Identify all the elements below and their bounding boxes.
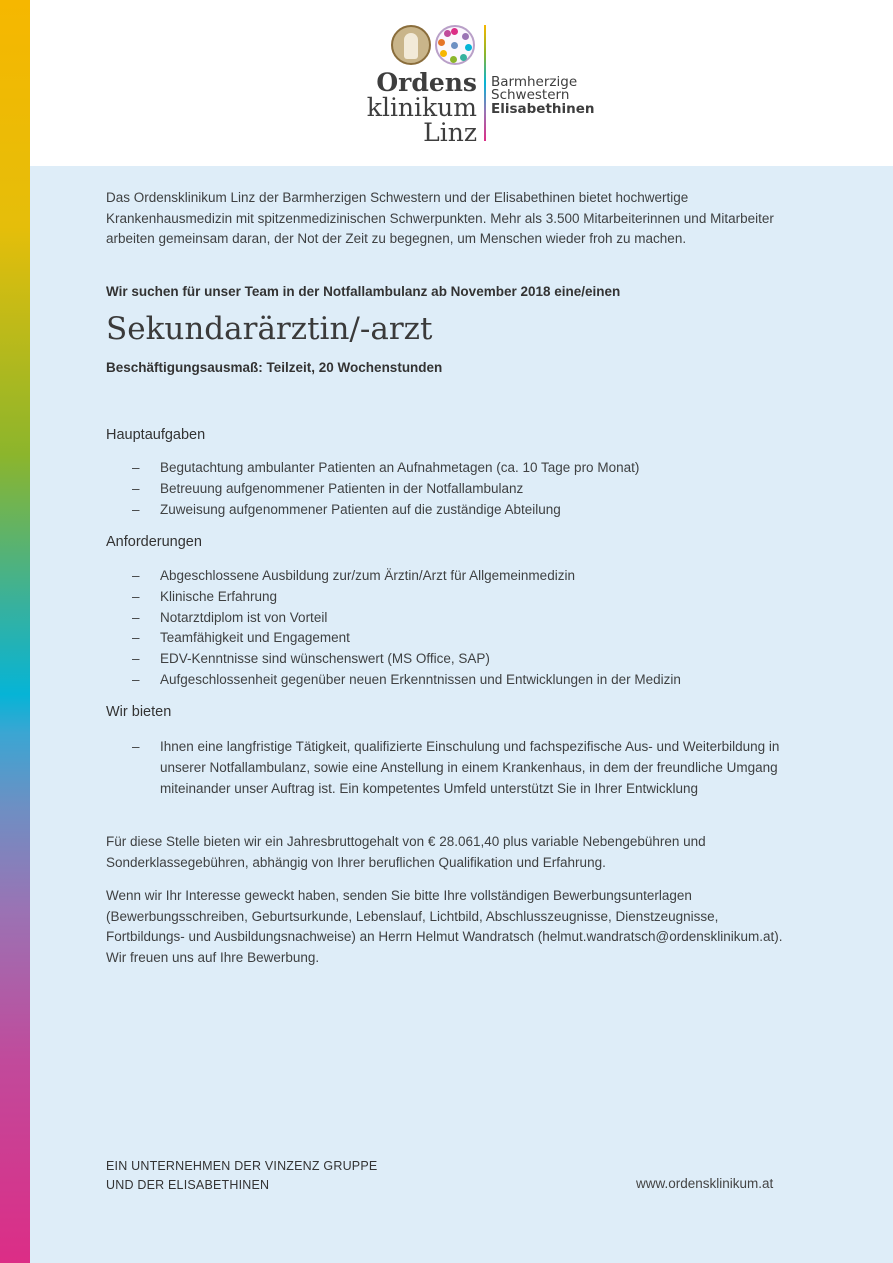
list-item: – Aufgeschlossenheit gegenüber neuen Erkenntnissen und Entwicklungen in der Medizin: [106, 670, 796, 691]
dash-bullet: –: [132, 501, 140, 517]
application-paragraph: Wenn wir Ihr Interesse geweckt haben, senden Sie bitte Ihre vollständigen Bewerbungsunterlagen (Bewerbungsschreiben, Geburtsurkunde, Lebenslauf, Lichtbild, Abschlusszeugnisse, Dienstzeugnisse, Fortbildungs- und Ausbildungsnachweise) an Herrn Helmut Wandratsch (helmut.wandratsch@ordensklinikum.at). Wir freuen uns auf Ihre Bewerbung.: [106, 888, 783, 966]
logo-word-linz: Linz: [423, 118, 477, 147]
dash-bullet: –: [132, 651, 140, 667]
logo-side-barmherzige: Barmherzige: [491, 74, 578, 90]
dash-bullet: –: [132, 460, 140, 475]
dash-bullet: –: [132, 630, 140, 646]
ordensklinikum-logo: [360, 22, 600, 147]
list-item: – Ihnen eine langfristige Tätigkeit, qualifizierte Einschulung und fachspezifische Aus- und Weiterbildung in unserer Notfallambulanz, sowie eine Anstellung in einem Krankenhaus, in dem der freundliche Umgang miteinander unser Auftrag ist. Ein kompetentes Umfeld unterstützt Sie in Ihrer Entwicklung: [132, 739, 780, 796]
dash-bullet: –: [132, 671, 140, 687]
dash-bullet: –: [132, 609, 140, 625]
employment-extent: Beschäftigungsausmaß: Teilzeit, 20 Wochenstunden: [106, 360, 443, 375]
list-item: – EDV-Kenntnisse sind wünschenswert (MS Office, SAP): [106, 649, 796, 670]
logo-divider: [484, 25, 486, 141]
circle-of-dots-emblem-icon: [435, 25, 475, 65]
list-item: – Teamfähigkeit und Engagement: [106, 628, 796, 649]
logo-side-schwestern: Schwestern: [491, 87, 570, 103]
footer-company: [106, 1157, 377, 1195]
dash-bullet: –: [132, 739, 140, 754]
list-item: – Begutachtung ambulanter Patienten an Aufnahmetagen (ca. 10 Tage pro Monat): [106, 458, 796, 479]
footer-line-1: EIN UNTERNEHMEN DER VINZENZ GRUPPE: [106, 1159, 378, 1173]
logo-word-klinikum: klinikum: [366, 93, 477, 122]
salary-paragraph: Für diese Stelle bieten wir ein Jahresbruttogehalt von € 28.061,40 plus variable Nebengebühren und Sonderklassegebühren, abhängig von Ihrer beruflichen Qualifikation und Erfahrung.: [106, 834, 706, 870]
search-line: Wir suchen für unser Team in der Notfallambulanz ab November 2018 eine/einen: [106, 284, 621, 299]
heading-wir-bieten: Wir bieten: [106, 704, 172, 720]
list-hauptaufgaben: [106, 458, 796, 520]
header: [30, 0, 893, 166]
logo-word-ordens: Ordens: [376, 68, 477, 97]
logo-side-elisabethinen: Elisabethinen: [491, 101, 595, 117]
heading-anforderungen: Anforderungen: [106, 534, 202, 550]
color-gradient-strip: [0, 0, 30, 1263]
heading-hauptaufgaben: Hauptaufgaben: [106, 427, 206, 443]
job-title: Sekundarärztin/-arzt: [106, 311, 433, 347]
footer-website-link[interactable]: www.ordensklinikum.at: [636, 1176, 774, 1191]
list-item: – Zuweisung aufgenommener Patienten auf die zuständige Abteilung: [106, 500, 796, 521]
list-item: – Klinische Erfahrung: [106, 587, 796, 608]
st-elisabeth-emblem-icon: [391, 25, 431, 65]
list-item: – Notarztdiplom ist von Vorteil: [106, 608, 796, 629]
list-anforderungen: [106, 566, 796, 691]
dash-bullet: –: [132, 588, 140, 604]
list-item: – Betreuung aufgenommener Patienten in der Notfallambulanz: [106, 479, 796, 500]
footer-line-2: UND DER ELISABETHINEN: [106, 1178, 270, 1192]
dash-bullet: –: [132, 568, 140, 583]
list-item: – Abgeschlossene Ausbildung zur/zum Ärztin/Arzt für Allgemeinmedizin: [106, 566, 796, 587]
list-wir-bieten: [106, 737, 806, 799]
intro-paragraph: Das Ordensklinikum Linz der Barmherzigen Schwestern und der Elisabethinen bietet hochwertige Krankenhausmedizin mit spitzenmedizinischen Schwerpunkten. Mehr als 3.500 Mitarbeiterinnen und Mitarbeiter arbeiten gemeinsam daran, der Not der Zeit zu begegnen, um Menschen wieder froh zu machen.: [106, 190, 774, 247]
dash-bullet: –: [132, 480, 140, 496]
